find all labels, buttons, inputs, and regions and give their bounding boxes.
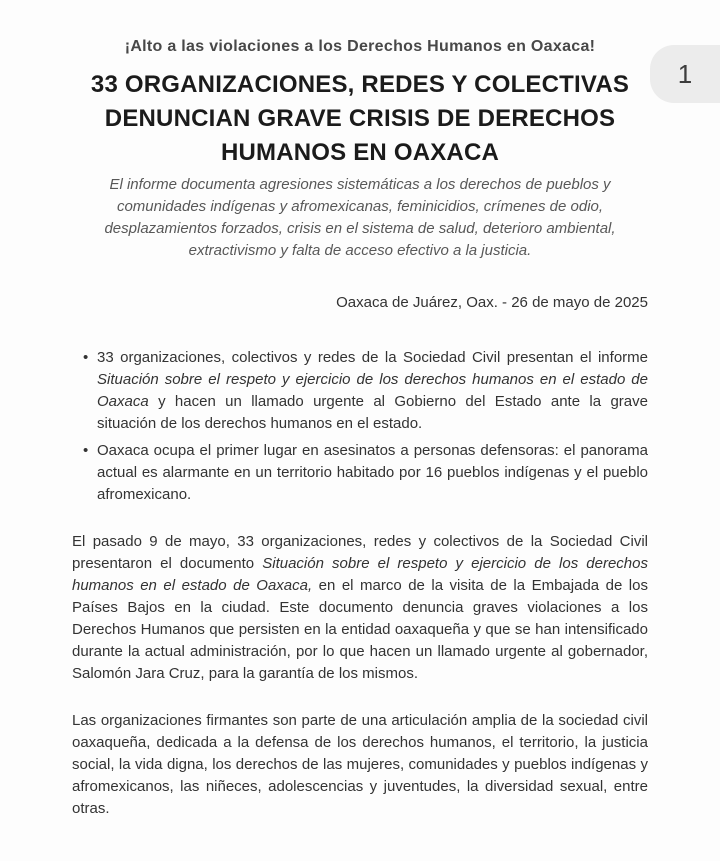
document-subtitle: El informe documenta agresiones sistemáticas a los derechos de pueblos y comunidades indígenas y afromexicanas, feminicidios, crímenes de odio, desplazamientos forzados, crisis en el sistema de salud, deterioro ambiental, extractivismo y falta de acceso efectivo a la justicia. bbox=[104, 176, 616, 259]
body-paragraph-2: Las organizaciones firmantes son parte de una articulación amplia de la sociedad civil oaxaqueña, dedicada a la defensa de los derechos humanos, el territorio, la justicia social, la vida digna, los derechos de las mujeres, comunidades y pueblos indígenas y afromexicanos, las niñeces, adolescencias y juventudes, la diversidad sexual, entre otras. bbox=[72, 712, 648, 817]
body-paragraph-1: El pasado 9 de mayo, 33 organizaciones, redes y colectivos de la Sociedad Civil presentaron el documento Situación sobre el respeto y ejercicio de los derechos humanos en el estado de Oaxaca, en el marco de la visita de la Embajada de los Países Bajos en la ciudad. Este documento denuncia graves violaciones a los Derechos Humanos que persisten en la entidad oaxaqueña y que se han intensificado durante la actual administración, por lo que hacen un llamado urgente al gobernador, Salomón Jara Cruz, para la garantía de los mismos. bbox=[72, 533, 648, 682]
bullet-list bbox=[72, 347, 648, 506]
bullet-item-2: • Oaxaca ocupa el primer lugar en asesinatos a personas defensoras: el panorama actual es alarmante en un territorio habitado por 16 pueblos indígenas y el pueblo afromexicano. bbox=[72, 440, 648, 506]
bullet-item-1: • 33 organizaciones, colectivos y redes de la Sociedad Civil presentan el informe Situación sobre el respeto y ejercicio de los derechos humanos en el estado de Oaxaca y hacen un llamado urgente al Gobierno del Estado ante la grave situación de los derechos humanos en el estado. bbox=[72, 347, 648, 435]
document-kicker: ¡Alto a las violaciones a los Derechos Humanos en Oaxaca! bbox=[124, 38, 596, 55]
page-number: 1 bbox=[677, 58, 693, 89]
dateline: Oaxaca de Juárez, Oax. - 26 de mayo de 2025 bbox=[336, 294, 648, 311]
page-number-badge bbox=[650, 45, 720, 103]
document-title: 33 ORGANIZACIONES, REDES Y COLECTIVAS DENUNCIAN GRAVE CRISIS DE DERECHOS HUMANOS EN OAXACA bbox=[90, 71, 630, 166]
